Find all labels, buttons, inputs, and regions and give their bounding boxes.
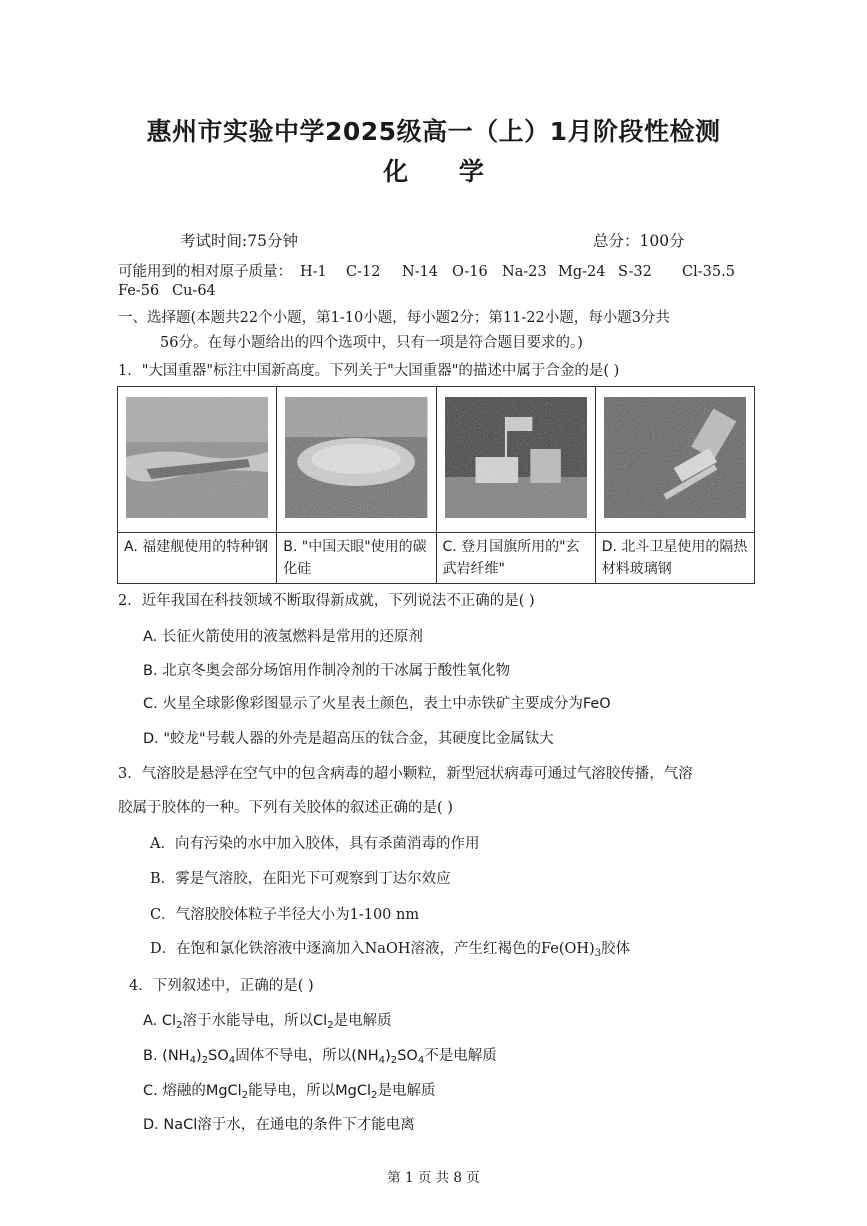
page-footer: 第 1 页 共 8 页 bbox=[387, 1170, 480, 1186]
atomic-mass-item: C-12 bbox=[346, 264, 381, 280]
question-4-option-b: B. $(NH_4)_2SO_4$固体不导电，所以$(NH_4)_2SO_4$不是电解质 bbox=[143, 1048, 497, 1066]
section-heading-line1: 一、选择题(本题共22个小题，第1-10小题，每小题2分；第11-22小题，每小题3分共 bbox=[118, 310, 670, 326]
question-4-stem: 4．下列叙述中，正确的是( ) bbox=[129, 978, 314, 994]
question-1-image-cell-b bbox=[277, 387, 436, 533]
question-1-option-b: B. "中国天眼"使用的碳化硅 bbox=[277, 533, 436, 584]
question-3-option-b: B．雾是气溶胶，在阳光下可观察到丁达尔效应 bbox=[150, 871, 451, 887]
question-1-option-d: D. 北斗卫星使用的隔热材料玻璃钢 bbox=[595, 533, 754, 584]
question-3-option-c: C．气溶胶胶体粒子半径大小为1-100 nm bbox=[150, 907, 420, 923]
exam-time: 考试时间:75分钟 bbox=[180, 232, 298, 250]
atomic-mass-line bbox=[118, 260, 735, 281]
question-1-image-cell-d bbox=[595, 387, 754, 533]
question-1-image-cell-a bbox=[118, 387, 277, 533]
atomic-mass-item: Na-23 bbox=[502, 264, 547, 280]
atomic-mass-item: Fe-56 bbox=[118, 283, 160, 299]
question-3-option-d: D．在饱和氯化铁溶液中逐滴加入NaOH溶液，产生红褐色的$Fe(OH)_3$胶体 bbox=[150, 941, 631, 959]
subject-title: 化 学 bbox=[383, 157, 484, 186]
question-1-image-cell-c bbox=[436, 387, 595, 533]
satellite-photo bbox=[604, 397, 746, 518]
question-2-option-c: C. 火星全球影像彩图显示了火星表土颜色，表土中赤铁矿主要成分为FeO bbox=[143, 696, 611, 712]
question-1-option-a: A. 福建舰使用的特种钢 bbox=[118, 533, 277, 584]
question-4-option-d: D. NaCl溶于水，在通电的条件下才能电离 bbox=[143, 1117, 415, 1133]
atomic-mass-item: N-14 bbox=[402, 264, 439, 280]
carrier-photo bbox=[126, 397, 268, 518]
question-4-option-a: A. $Cl_2$溶于水能导电，所以$Cl_2$是电解质 bbox=[143, 1013, 392, 1031]
question-1-option-c: C. 登月国旗所用的"玄武岩纤维" bbox=[436, 533, 595, 584]
telescope-photo bbox=[285, 397, 427, 518]
section-heading-line2: 56分。在每小题给出的四个选项中，只有一项是符合题目要求的。) bbox=[160, 335, 583, 351]
question-2-option-a: A. 长征火箭使用的液氢燃料是常用的还原剂 bbox=[143, 629, 423, 645]
moon-flag-photo bbox=[445, 397, 587, 518]
atomic-mass-item: Cu-64 bbox=[172, 283, 216, 299]
atomic-mass-item: S-32 bbox=[618, 264, 652, 280]
atomic-mass-line-2 bbox=[118, 283, 216, 299]
atomic-mass-item: Mg-24 bbox=[558, 264, 606, 280]
question-4-option-c: C. 熔融的MgCl$_2$能导电，所以MgCl$_2$是电解质 bbox=[143, 1083, 436, 1101]
exam-title: 惠州市实验中学2025级高一（上）1月阶段性检测 bbox=[146, 117, 721, 146]
question-3-stem-line1: 3．气溶胶是悬浮在空气中的包含病毒的超小颗粒，新型冠状病毒可通过气溶胶传播，气溶 bbox=[118, 766, 693, 782]
atomic-mass-label: 可能用到的相对原子质量： bbox=[118, 264, 292, 280]
question-1-stem: 1．"大国重器"标注中国新高度。下列关于"大国重器"的描述中属于合金的是( ) bbox=[118, 363, 620, 379]
question-1-image-table bbox=[117, 386, 755, 584]
atomic-mass-item: Cl-35.5 bbox=[682, 264, 735, 280]
atomic-mass-item: H-1 bbox=[300, 264, 327, 280]
question-3-stem-line2: 胶属于胶体的一种。下列有关胶体的叙述正确的是( ) bbox=[118, 800, 453, 816]
total-score: 总分：100分 bbox=[593, 232, 685, 250]
question-2-stem: 2．近年我国在科技领域不断取得新成就，下列说法不正确的是( ) bbox=[118, 593, 535, 609]
question-3-option-a: A．向有污染的水中加入胶体，具有杀菌消毒的作用 bbox=[150, 836, 480, 852]
atomic-mass-item: O-16 bbox=[452, 264, 488, 280]
question-2-option-b: B. 北京冬奥会部分场馆用作制冷剂的干冰属于酸性氧化物 bbox=[143, 663, 511, 679]
question-2-option-d: D. "蛟龙"号载人器的外壳是超高压的钛合金，其硬度比金属钛大 bbox=[143, 731, 554, 747]
